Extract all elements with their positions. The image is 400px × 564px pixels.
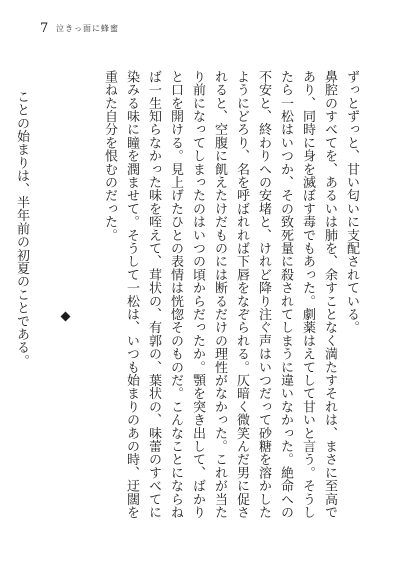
blank-line [76, 70, 98, 522]
running-title: 泣きっ面に蜂蜜 [56, 24, 119, 33]
paragraph-opening: ずっとずっと、甘い匂いに支配されている。 [344, 70, 359, 334]
paragraph-main: 鼻腔のすべてを、あるいは肺を、余すことなく満たすそれは、まさに至高であり、同時に身を滅ぼす毒でもあった。劇薬はえてして甘いと言う。そうしたら一松はいつか、その致死量に殺されてしまうに違いなかった。絶命への不安と、終わりへの安堵と、けれど降り注ぐ声はいつだって砂糖を溶かしたようにどろり、名を呼ばれれば下唇をなぞられる。仄暗く微笑んだ男に促されると、空腹に飢えたけだものには断るだけの理性がなかった。これが当たり前になってしまったのはいつの頃からだったか。顎を突き出して、ばかりと口を開ける。見上げたひとの表情は恍惚そのものだ。こんなことにならねば一生知らなかった味を咥えて、茸状の、有郭の、葉状の、味蕾のすべてに染みる味に瞳を潤ませて。そうして一松は、いつも始まりのあの時、迂闊を重ねた自分を恨むのだった。 [102, 70, 337, 519]
body-text [10, 70, 362, 522]
diamond-ornament-icon [60, 311, 70, 321]
paragraph-closing: ことの始まりは、半年前の初夏のことである。 [14, 90, 29, 368]
scene-break [54, 70, 76, 522]
page-number: 7 [40, 21, 49, 36]
blank-line [32, 70, 54, 522]
